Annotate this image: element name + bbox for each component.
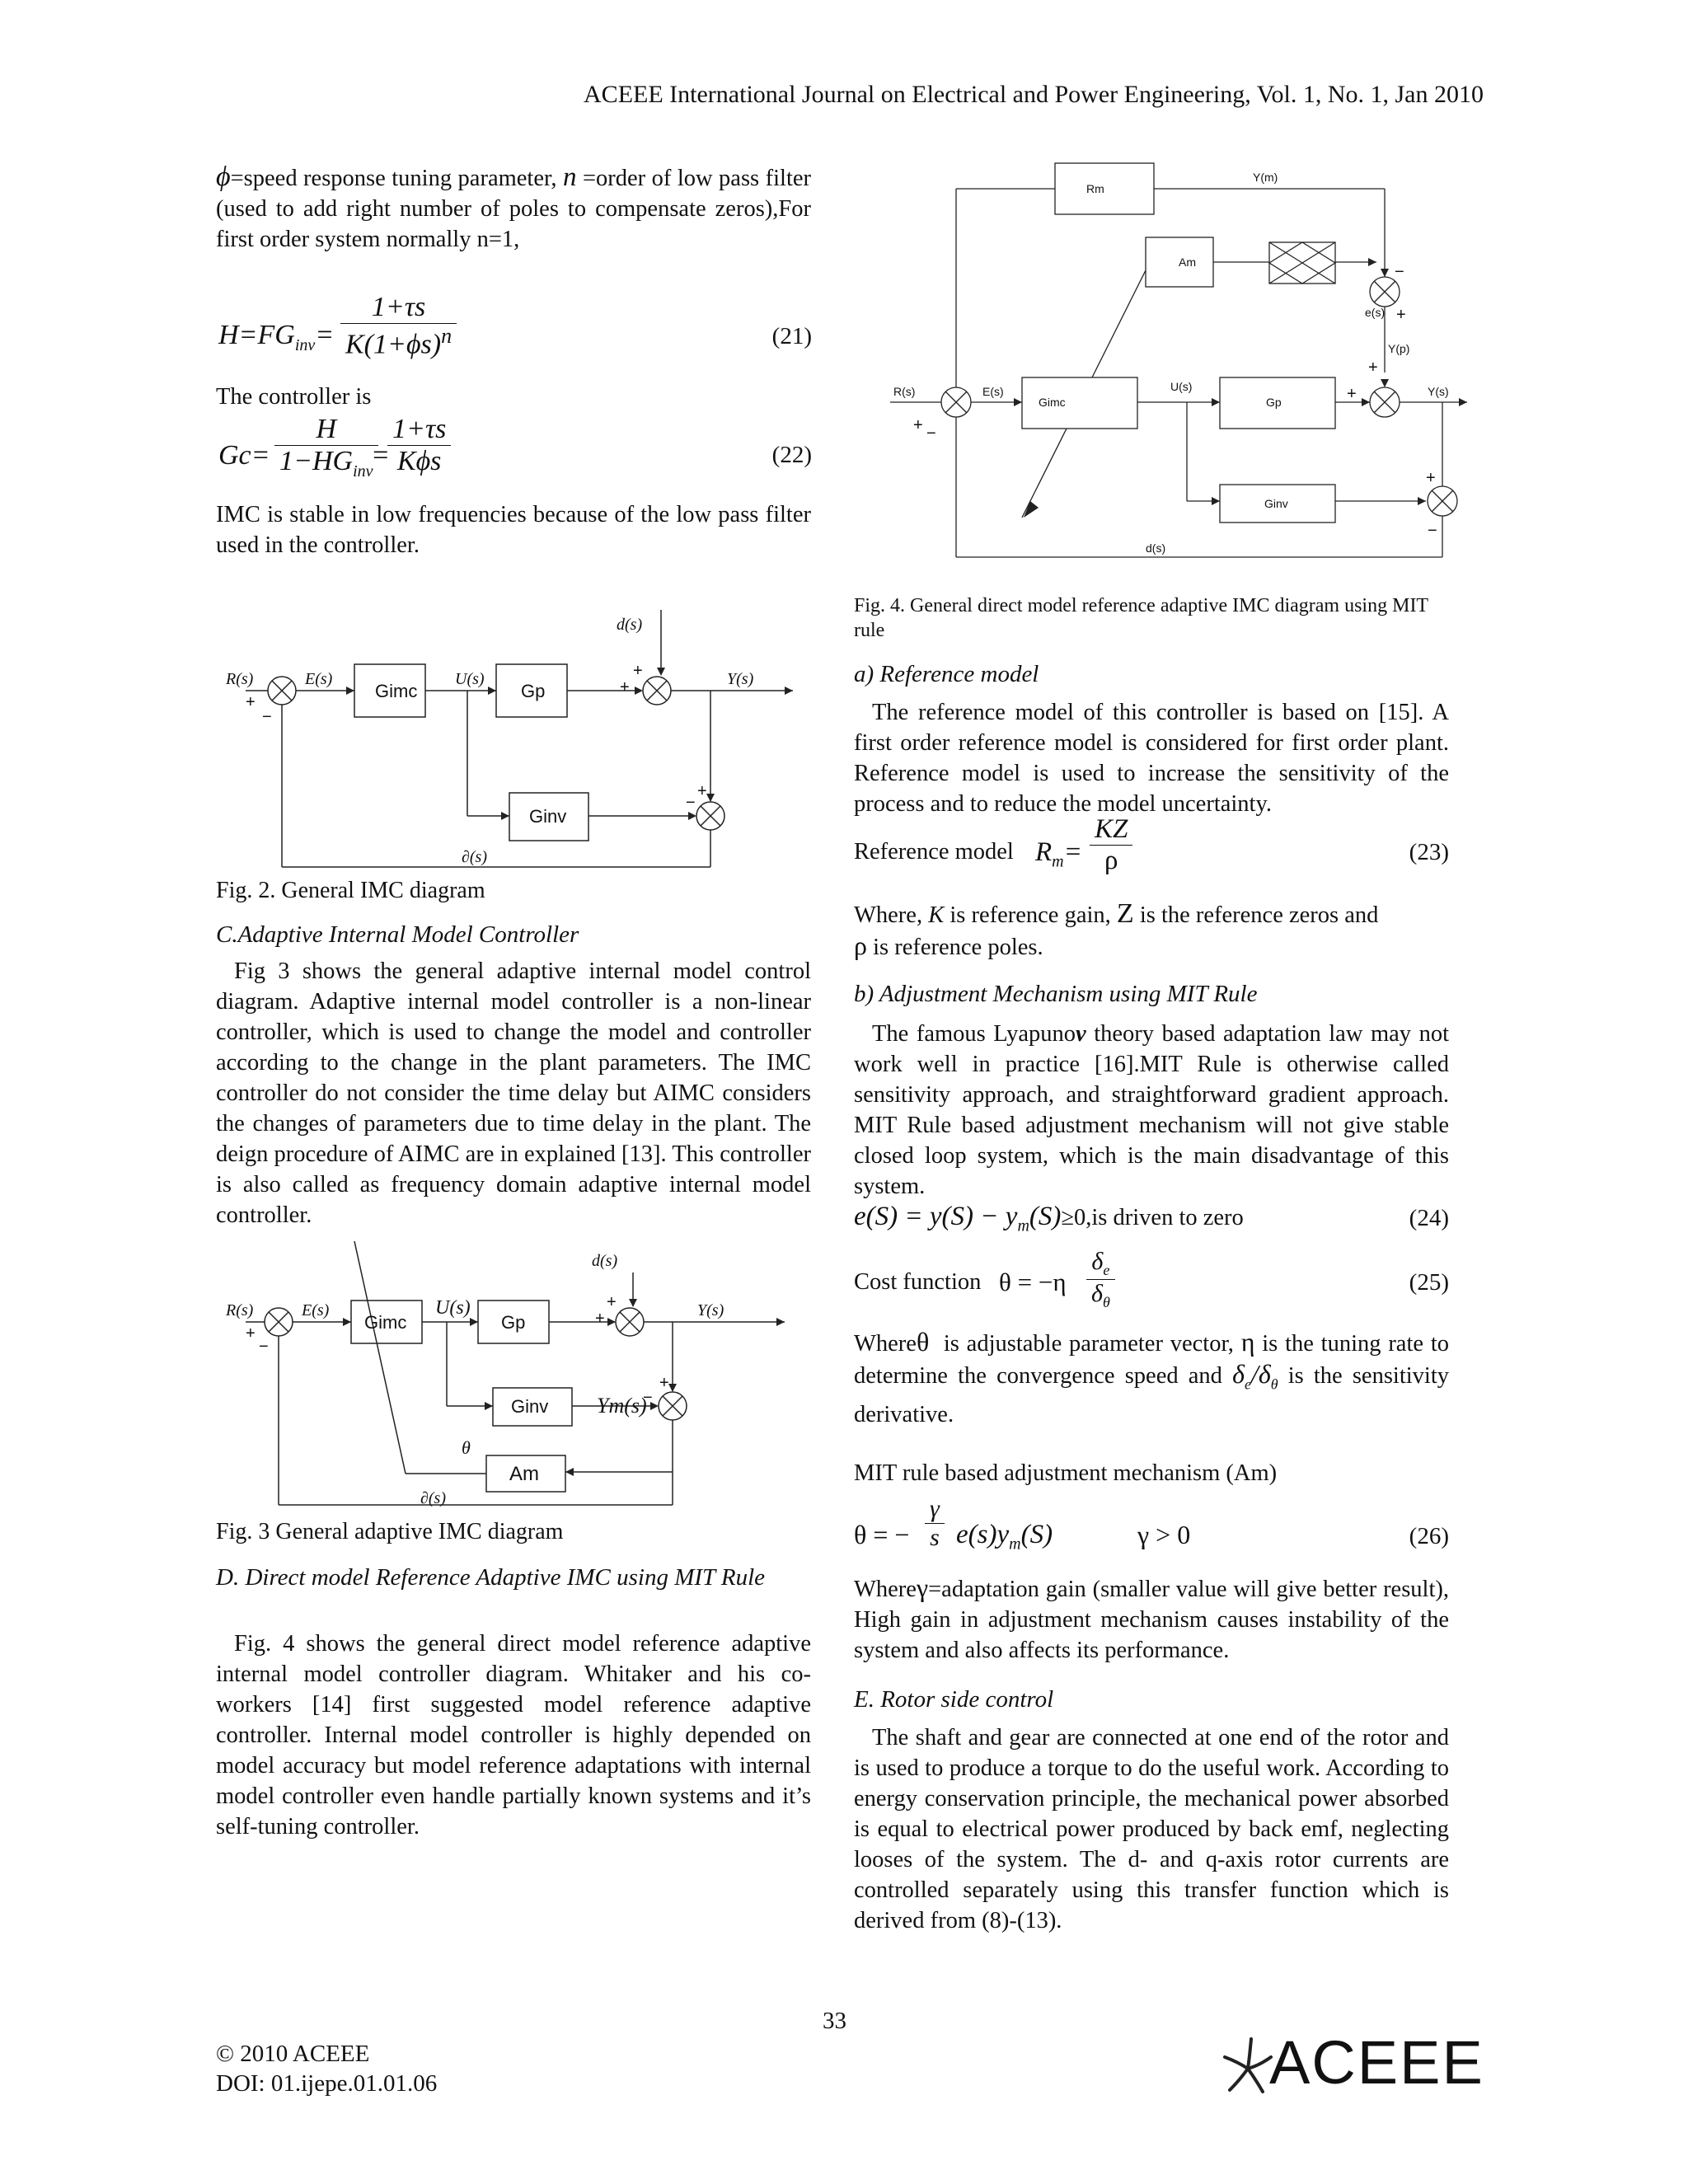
- svg-text:−: −: [262, 708, 272, 726]
- svg-text:Gp: Gp: [521, 681, 546, 701]
- equation-22: Gc= H $1-HG_{inv}$ = 1+τs Kϕs (22): [218, 414, 812, 480]
- svg-text:−: −: [1428, 522, 1437, 540]
- svg-text:Rm: Rm: [1086, 182, 1104, 195]
- equation-23: Reference model $R_m=$ $\frac{KZ}{\rho}$ (23): [854, 814, 1449, 875]
- left-column: [216, 162, 811, 255]
- svg-text:Ym(s): Ym(s): [597, 1394, 647, 1418]
- where-theta-paragraph: Whereθ is adjustable parameter vector, η is the tuning rate to determine the convergence speed and $\delta_e/\delta_\theta$ is the sensitivity derivative.: [854, 1327, 1450, 1428]
- fig3-caption: Fig. 3 General adaptive IMC diagram: [216, 1519, 564, 1544]
- equation-25: Cost function θ = −η $\frac{\delta_e}{\delta_\theta}$ (25): [854, 1248, 1449, 1310]
- svg-text:+: +: [633, 662, 643, 680]
- copyright: © 2010 ACEEE: [216, 2041, 370, 2067]
- aceee-logo: ACEEE: [1218, 2027, 1465, 2102]
- svg-text:+: +: [595, 1310, 605, 1328]
- fig4-mrac-imc-diagram: [890, 155, 1467, 567]
- svg-text:−: −: [643, 1389, 653, 1407]
- svg-text:E(s): E(s): [302, 1301, 330, 1319]
- svg-text:Ginv: Ginv: [529, 806, 567, 827]
- section-b-title: b) Adjustment Mechanism using MIT Rule: [854, 981, 1258, 1007]
- controller-is-text: The controller is: [216, 384, 372, 410]
- svg-text:−: −: [1395, 263, 1404, 281]
- svg-text:d(s): d(s): [592, 1252, 618, 1270]
- where-gamma-paragraph: Whereγ=adaptation gain (smaller value will give better result), High gain in adjustment mechanism causes instability of the system and also affects its performance.: [854, 1572, 1449, 1663]
- svg-text:R(s): R(s): [226, 1301, 254, 1319]
- svg-text:+: +: [1347, 385, 1357, 403]
- svg-text:e(s): e(s): [1365, 306, 1386, 319]
- doi: DOI: 01.ijepe.01.01.06: [216, 2070, 438, 2097]
- imc-stable-paragraph: IMC is stable in low frequencies because of the low pass filter used in the controller.: [216, 502, 811, 558]
- equation-26: θ = − $\frac{\gamma}{s}$ $e(s)y_m(S)$ γ > 0 (26): [854, 1495, 1449, 1554]
- svg-text:+: +: [1368, 359, 1378, 377]
- svg-text:−: −: [686, 794, 696, 812]
- section-c-paragraph: Fig 3 shows the general adaptive internal model control diagram. Adaptive internal model controller is a non-linear controller, which is used to change the model and controller according to the change in the plant parameters. The IMC controller do not consider the time delay but AIMC considers the changes of parameters due to time delay in the plant. The deign procedure of AIMC are in explained [13]. This controller is also called as frequency domain adaptive internal model controller.: [216, 958, 811, 1228]
- svg-text:+: +: [659, 1374, 669, 1392]
- section-d-paragraph: Fig. 4 shows the general direct model reference adaptive internal model controller diagram. Whitaker and his co-workers [14] first suggested model reference adaptive controller. Internal model controller is highly depended on model accuracy but model reference adaptations with internal model controller even handle partially known systems and it’s self-tuning controller.: [216, 1631, 811, 1840]
- star-logo-icon: [1218, 2032, 1276, 2098]
- svg-text:U(s): U(s): [435, 1297, 471, 1319]
- fig4-caption: Fig. 4. General direct model reference adaptive IMC diagram using MIT rule: [854, 595, 1428, 641]
- section-a-paragraph: The reference model of this controller is based on [15]. A first order reference model is considered for first order plant. Reference model is used to increase the sensitivity of the process and to reduce the model uncertainty.: [854, 700, 1449, 817]
- svg-text:∂(s): ∂(s): [420, 1489, 446, 1507]
- svg-text:θ: θ: [462, 1437, 471, 1458]
- svg-text:+: +: [246, 693, 256, 711]
- section-e-paragraph: The shaft and gear are connected at one end of the rotor and is used to produce a torque to do the useful work. According to energy conservation principle, the mechanical power absorbed is equal to electrical power produced by back emf, neglecting looses of the system. The d- and q-axis rotor currents are controlled separately using this transfer function which is derived from (8)-(13).: [854, 1725, 1449, 1933]
- svg-text:Y(s): Y(s): [1428, 385, 1449, 398]
- svg-text:−: −: [259, 1338, 269, 1356]
- svg-text:Am: Am: [509, 1463, 539, 1485]
- section-c-title: C.Adaptive Internal Model Controller: [216, 921, 579, 948]
- svg-text:+: +: [913, 416, 923, 434]
- page-number: 33: [823, 2008, 846, 2034]
- svg-text:+: +: [620, 678, 630, 696]
- svg-text:Y(s): Y(s): [697, 1301, 724, 1319]
- svg-text:E(s): E(s): [982, 385, 1004, 398]
- svg-text:Ginv: Ginv: [1264, 497, 1288, 510]
- svg-text:Gp: Gp: [1266, 396, 1282, 409]
- svg-text:+: +: [246, 1324, 256, 1343]
- svg-text:+: +: [1426, 469, 1436, 487]
- svg-text:Gp: Gp: [501, 1312, 526, 1333]
- section-a-title: a) Reference model: [854, 661, 1039, 687]
- section-e-title: E. Rotor side control: [854, 1686, 1054, 1713]
- intro-paragraph: ϕ=speed response tuning parameter, n =order of low pass filter (used to add right number of poles to compensate zeros),For first order system normally n=1,: [216, 162, 812, 252]
- svg-text:+: +: [697, 782, 707, 800]
- where-k-paragraph: Where, K is reference gain, Z is the reference zeros and ρ is reference poles.: [854, 898, 1379, 960]
- svg-text:R(s): R(s): [226, 670, 254, 688]
- svg-text:−: −: [926, 424, 936, 443]
- svg-text:Y(s): Y(s): [727, 670, 754, 688]
- section-b-paragraph: The famous Lyapunov theory based adaptation law may not work well in practice [16].MIT Rule is otherwise called sensitivity approach, and straightforward gradient approach. MIT Rule based adjustment mechanism will not give stable closed loop system, which is the main disadvantage of this system.: [854, 1021, 1449, 1199]
- svg-text:+: +: [1396, 306, 1406, 324]
- svg-text:Gimc: Gimc: [375, 681, 418, 701]
- svg-text:d(s): d(s): [1146, 541, 1166, 555]
- fig2-imc-diagram: [216, 610, 809, 874]
- svg-text:Y(m): Y(m): [1253, 171, 1278, 184]
- svg-text:Ginv: Ginv: [511, 1396, 549, 1417]
- mit-line: MIT rule based adjustment mechanism (Am): [854, 1460, 1278, 1486]
- svg-text:Am: Am: [1179, 255, 1196, 269]
- svg-text:R(s): R(s): [893, 385, 916, 398]
- fig2-caption: Fig. 2. General IMC diagram: [216, 878, 485, 903]
- svg-text:E(s): E(s): [305, 670, 333, 688]
- svg-text:U(s): U(s): [455, 670, 485, 688]
- svg-text:∂(s): ∂(s): [462, 848, 487, 866]
- running-header: ACEEE International Journal on Electrical and Power Engineering, Vol. 1, No. 1, Jan 2010: [584, 81, 1484, 108]
- svg-text:U(s): U(s): [1170, 380, 1193, 393]
- section-d-title: D. Direct model Reference Adaptive IMC using MIT Rule: [216, 1564, 766, 1591]
- equation-24: $e(S) = y(S) - y_m(S)\ge 0,is$ driven to zero (24): [854, 1202, 1449, 1235]
- svg-text:Gimc: Gimc: [364, 1312, 407, 1333]
- equation-21: $H=FG_{inv}=$ $\frac{1+\tau s}{K(1+\phi s)^n}$ (21): [218, 292, 812, 360]
- svg-text:d(s): d(s): [617, 616, 643, 634]
- svg-text:Gimc: Gimc: [1039, 396, 1066, 409]
- fig3-adaptive-imc-diagram: [216, 1241, 809, 1513]
- svg-text:+: +: [607, 1293, 617, 1311]
- svg-text:Y(p): Y(p): [1388, 342, 1410, 355]
